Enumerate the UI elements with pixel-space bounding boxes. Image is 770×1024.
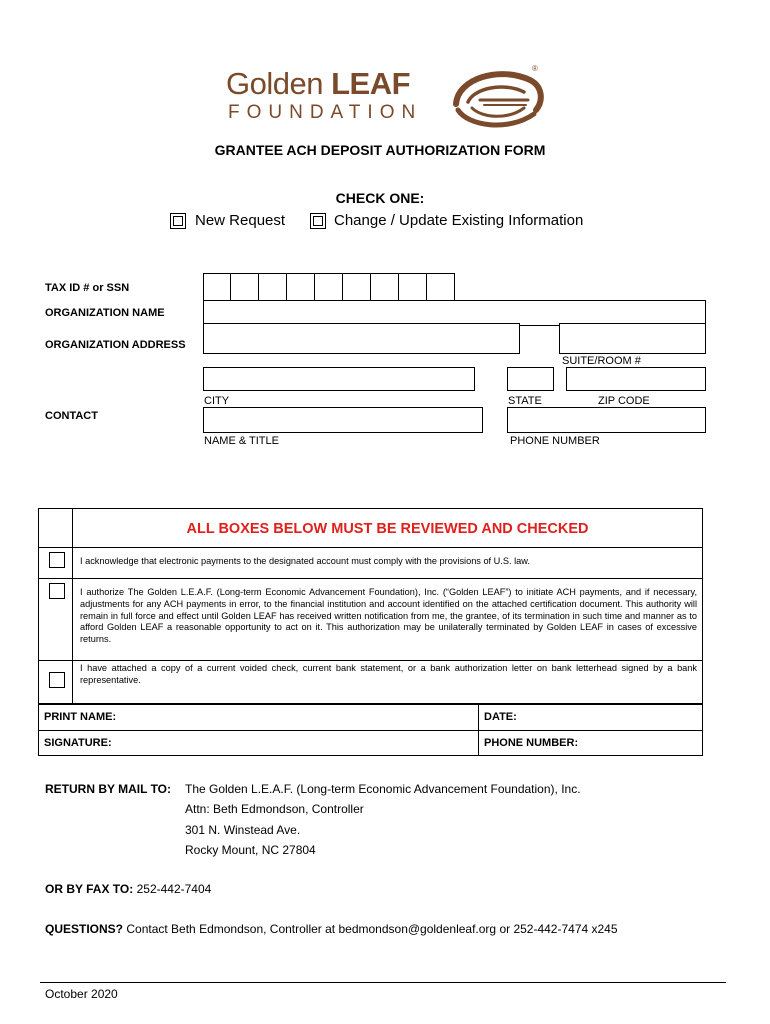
- voided-check-text: I have attached a copy of a current voided check, current bank statement, or a bank authorization letter on bank letterhead signed by a bank representative.: [80, 663, 697, 685]
- tax-id-digit-box[interactable]: [427, 273, 455, 301]
- leaf-swirl-icon: [438, 64, 548, 134]
- new-request-label: New Request: [195, 212, 286, 229]
- state-label: STATE: [508, 395, 542, 407]
- questions-label: QUESTIONS?: [45, 922, 124, 936]
- tax-id-digit-box[interactable]: [259, 273, 287, 301]
- row-divider: [38, 704, 703, 705]
- questions-contact: Contact Beth Edmondson, Controller at bedmondson@goldenleaf.org or 252-442-7474 x245: [126, 922, 618, 936]
- sign-phone-field[interactable]: [583, 732, 698, 754]
- logo-foundation: FOUNDATION: [228, 102, 423, 123]
- return-address-line2: Attn: Beth Edmondson, Controller: [185, 802, 364, 816]
- form-title: GRANTEE ACH DEPOSIT AUTHORIZATION FORM: [214, 142, 546, 158]
- footer-date: October 2020: [45, 987, 118, 1001]
- signature-field[interactable]: [128, 732, 474, 754]
- tax-id-digit-box[interactable]: [399, 273, 427, 301]
- review-table: [38, 508, 704, 756]
- tax-id-digit-box[interactable]: [315, 273, 343, 301]
- city-field[interactable]: [203, 367, 475, 391]
- change-update-label: Change / Update Existing Information: [334, 212, 584, 229]
- tax-id-digit-box[interactable]: [203, 273, 231, 301]
- print-name-label: PRINT NAME:: [44, 711, 117, 723]
- zip-code-field[interactable]: [566, 367, 706, 391]
- checkbox-column-divider: [72, 508, 73, 704]
- tax-id-field[interactable]: [203, 273, 455, 301]
- acknowledge-law-checkbox[interactable]: [49, 552, 65, 568]
- authorize-ach-text: I authorize The Golden L.E.A.F. (Long-term Economic Advancement Foundation), Inc. (“Golden LEAF”) to initiate ACH payments, and if necessary, adjustments for any ACH payments in error, to the financial institution and account identified on the attached certification document. This authority will remain in full force and effect until Golden LEAF has received written notification from me, the grantee, of its termination in such time and manner as to afford Golden LEAF a reasonable opportunity to act on it. This authorization may be unilaterally terminated by Golden LEAF in cases of excessive returns.: [80, 587, 697, 645]
- logo-leaf: LEAF: [331, 66, 411, 101]
- return-address-line3: 301 N. Winstead Ave.: [185, 823, 301, 837]
- tax-id-digit-box[interactable]: [371, 273, 399, 301]
- return-address-line1: The Golden L.E.A.F. (Long-term Economic Advancement Foundation), Inc.: [185, 782, 581, 796]
- footer-rule: [40, 982, 726, 983]
- suite-room-label: SUITE/ROOM #: [562, 355, 641, 367]
- contact-label: CONTACT: [45, 410, 98, 422]
- row-divider: [38, 578, 703, 579]
- print-name-field[interactable]: [128, 706, 474, 728]
- acknowledge-law-text: I acknowledge that electronic payments to the designated account must comply with the provisions of U.S. law.: [80, 556, 530, 566]
- logo-golden: Golden: [226, 66, 323, 101]
- fax-label: OR BY FAX TO:: [45, 882, 134, 896]
- phone-number-label: PHONE NUMBER: [510, 435, 600, 447]
- review-heading: ALL BOXES BELOW MUST BE REVIEWED AND CHECKED: [186, 521, 589, 537]
- signature-label: SIGNATURE:: [44, 737, 112, 749]
- org-address-field[interactable]: [203, 323, 520, 354]
- tax-id-digit-box[interactable]: [231, 273, 259, 301]
- contact-phone-field[interactable]: [507, 407, 706, 433]
- return-mail-label: RETURN BY MAIL TO:: [45, 782, 172, 796]
- check-one-heading: CHECK ONE:: [335, 190, 425, 206]
- logo-text-golden: [226, 66, 410, 102]
- suite-room-field[interactable]: [559, 323, 706, 354]
- tax-id-digit-box[interactable]: [343, 273, 371, 301]
- row-divider: [38, 730, 703, 731]
- fax-line: [45, 882, 211, 896]
- return-address-line4: Rocky Mount, NC 27804: [185, 843, 316, 857]
- fax-number: 252-442-7404: [136, 882, 212, 896]
- org-address-label: ORGANIZATION ADDRESS: [45, 339, 186, 351]
- change-update-checkbox[interactable]: [310, 213, 326, 229]
- registered-mark: ®: [532, 64, 538, 73]
- city-label: CITY: [204, 395, 230, 407]
- questions-line: [45, 922, 618, 936]
- tax-id-label: TAX ID # or SSN: [45, 282, 130, 294]
- voided-check-checkbox[interactable]: [49, 672, 65, 688]
- new-request-checkbox[interactable]: [170, 213, 186, 229]
- state-field[interactable]: [507, 367, 554, 391]
- name-title-label: NAME & TITLE: [204, 435, 279, 447]
- authorize-ach-checkbox[interactable]: [49, 583, 65, 599]
- zip-code-label: ZIP CODE: [598, 395, 650, 407]
- logo: [226, 62, 546, 134]
- date-label: DATE:: [484, 711, 517, 723]
- row-divider: [38, 547, 703, 548]
- tax-id-digit-box[interactable]: [287, 273, 315, 301]
- contact-name-field[interactable]: [203, 407, 483, 433]
- org-name-label: ORGANIZATION NAME: [45, 307, 165, 319]
- row-divider: [38, 660, 703, 661]
- column-divider: [478, 704, 479, 756]
- date-field[interactable]: [528, 706, 698, 728]
- sign-phone-label: PHONE NUMBER:: [484, 737, 579, 749]
